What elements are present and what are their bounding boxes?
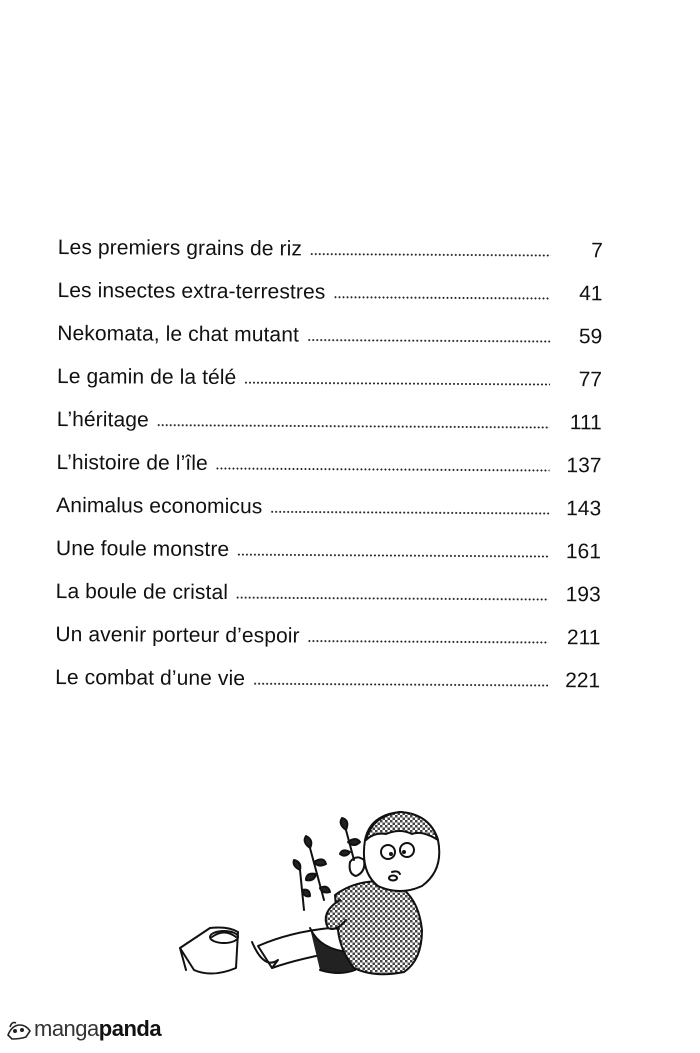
toc-entry-page: 193 [565, 583, 601, 607]
toc-entry-title: Nekomata, le chat mutant [57, 321, 300, 347]
watermark [6, 1015, 161, 1043]
toc-leader-dots [270, 510, 549, 515]
toc-entry-title: La boule de cristal [55, 579, 229, 605]
toc-entry [56, 516, 601, 562]
toc-leader-dots [216, 467, 550, 472]
toc-entry [58, 215, 603, 261]
toc-entry [55, 645, 600, 691]
toc-entry-page: 161 [565, 540, 602, 564]
toc-leader-dots [308, 640, 549, 644]
toc-entry-title: Les premiers grains de riz [57, 235, 303, 261]
watermark-manga: manga [34, 1016, 99, 1041]
boy-head [364, 812, 439, 891]
toc-entry-page: 77 [578, 368, 603, 392]
toc-entry-title: Les insectes extra-terrestres [57, 278, 326, 304]
toc-entry-page: 143 [566, 497, 602, 521]
table-of-contents [55, 215, 603, 691]
toc-entry [56, 473, 601, 519]
flower-pot-icon [180, 928, 238, 974]
toc-leader-dots [236, 596, 549, 601]
toc-entry [57, 258, 602, 304]
toc-entry [57, 344, 602, 390]
toc-leader-dots [333, 296, 550, 300]
toc-leader-dots [310, 253, 551, 257]
toc-entry [56, 559, 601, 605]
toc-entry-page: 41 [579, 282, 603, 306]
toc-leader-dots [307, 339, 550, 343]
toc-entry-page: 7 [591, 239, 603, 263]
toc-entry-page: 111 [569, 411, 602, 435]
toc-entry-title: Animalus economicus [56, 493, 263, 519]
toc-entry-title: Le gamin de la télé [56, 364, 237, 390]
toc-entry-page: 211 [566, 626, 601, 650]
toc-entry [57, 387, 602, 433]
toc-entry-title: Une foule monstre [55, 536, 230, 562]
watermark-panda: panda [98, 1016, 162, 1041]
toc-entry-page: 59 [578, 325, 603, 349]
toc-entry-title: Le combat d’une vie [55, 665, 246, 691]
toc-leader-dots [253, 682, 548, 687]
boy-with-plant-illustration [160, 800, 460, 1000]
toc-entry [57, 301, 602, 347]
toc-leader-dots [244, 381, 550, 386]
toc-entry [55, 602, 600, 648]
toc-entry-page: 221 [565, 669, 601, 693]
toc-entry-title: L’héritage [56, 407, 149, 432]
toc-leader-dots [157, 424, 550, 429]
toc-leader-dots [237, 553, 549, 558]
toc-entry-title: Un avenir porteur d’espoir [55, 622, 300, 648]
toc-entry-title: L’histoire de l’île [56, 450, 208, 475]
panda-logo-icon [6, 1017, 32, 1041]
toc-entry [56, 430, 601, 476]
toc-entry-page: 137 [566, 454, 602, 478]
